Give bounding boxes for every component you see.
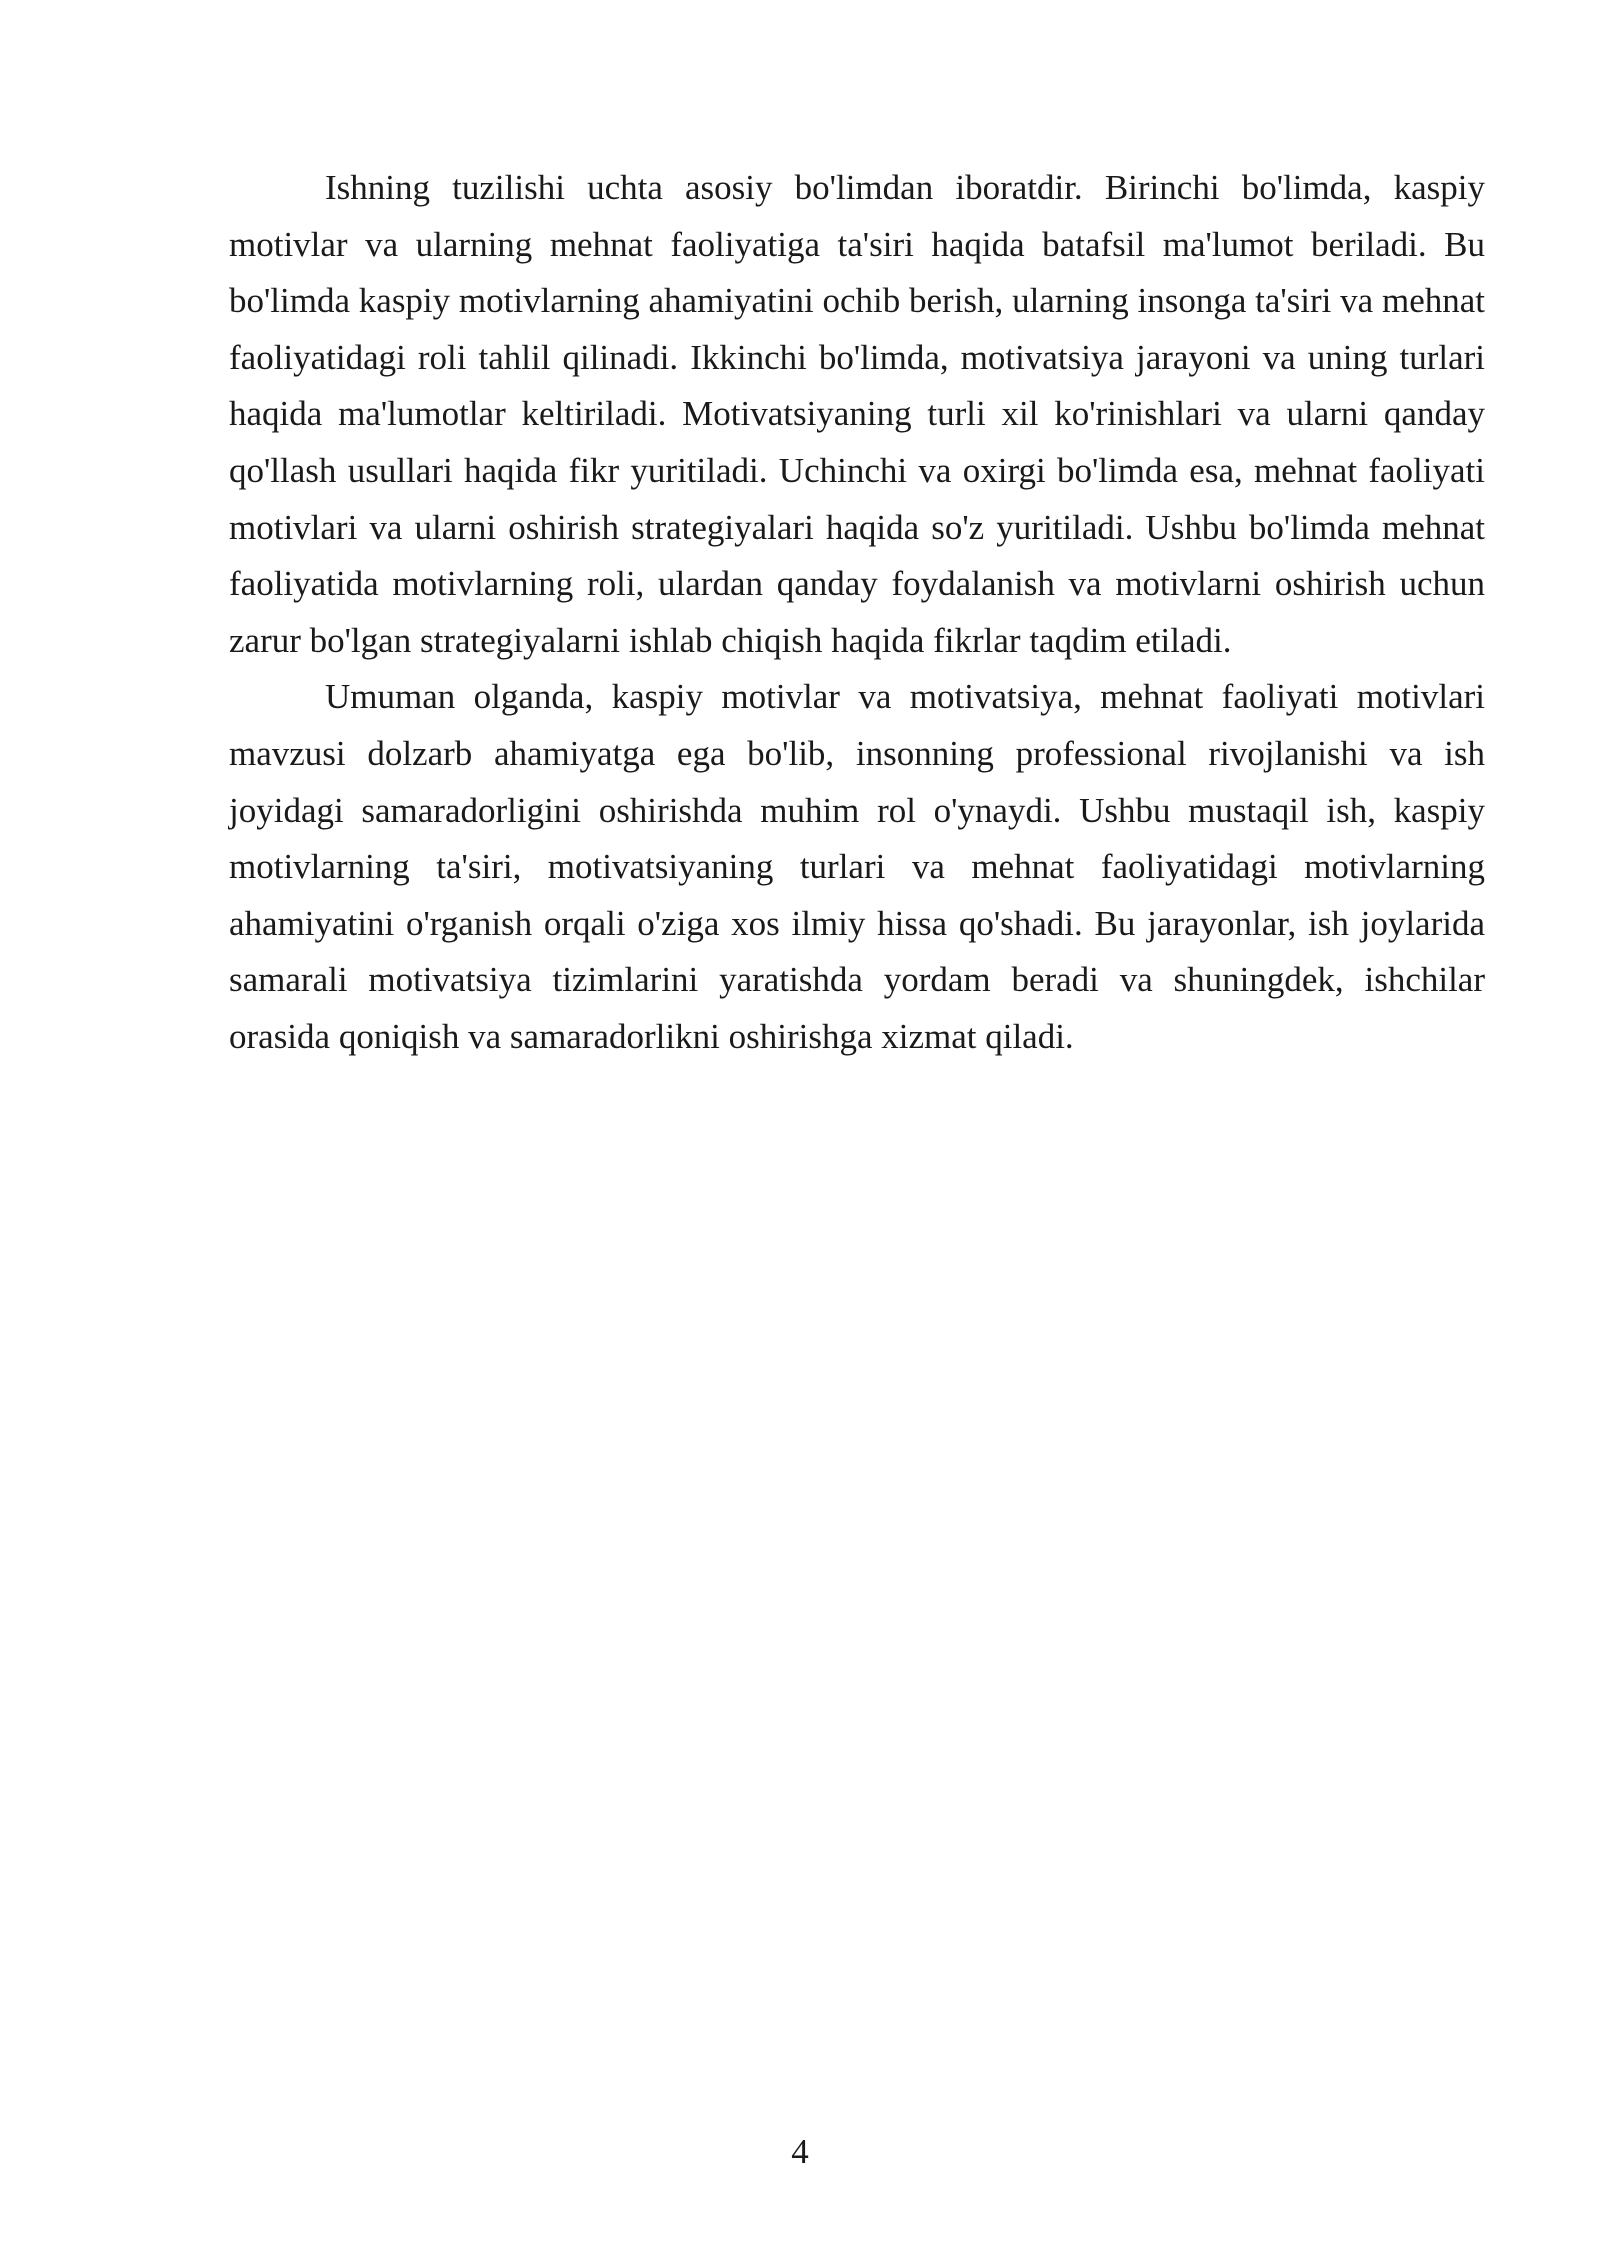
paragraph-structure: Ishning tuzilishi uchta asosiy bo'limdan iboratdir. Birinchi bo'limda, kaspiy motivlar va ularning mehnat faoliyatiga ta'siri haqida batafsil ma'lumot beriladi. Bu bo'limda kaspiy motivlarning ahamiyatini ochib berish, ularning insonga ta'siri va mehnat faoliyatidagi roli tahlil qilinadi. Ikkinchi bo'limda, motivatsiya jarayoni va uning turlari haqida ma'lumotlar keltiriladi. Motivatsiyaning turli xil ko'rinishlari va ularni qanday qo'llash usullari haqida fikr yuritiladi. Uchinchi va oxirgi bo'limda esa, mehnat faoliyati motivlari va ularni oshirish strategiyalari haqida so'z yuritiladi. Ushbu bo'limda mehnat faoliyatida motivlarning roli, ulardan qanday foydalanish va motivlarni oshirish uchun zarur bo'lgan strategiyalarni ishlab chiqish haqida fikrlar taqdim etiladi.	[229, 168, 1485, 660]
paragraph-conclusion: Umuman olganda, kaspiy motivlar va motivatsiya, mehnat faoliyati motivlari mavzusi dolzarb ahamiyatga ega bo'lib, insonning professional rivojlanishi va ish joyidagi samaradorligini oshirishda muhim rol o'ynaydi. Ushbu mustaqil ish, kaspiy motivlarning ta'siri, motivatsiyaning turlari va mehnat faoliyatidagi motivlarning ahamiyatini o'rganish orqali o'ziga xos ilmiy hissa qo'shadi. Bu jarayonlar, ish joylarida samarali motivatsiya tizimlarini yaratishda yordam beradi va shuningdek, ishchilar orasida qoniqish va samaradorlikni oshirishga xizmat qiladi.	[229, 677, 1485, 1056]
body-text	[229, 160, 1485, 1066]
page-number: 4	[791, 2132, 809, 2171]
